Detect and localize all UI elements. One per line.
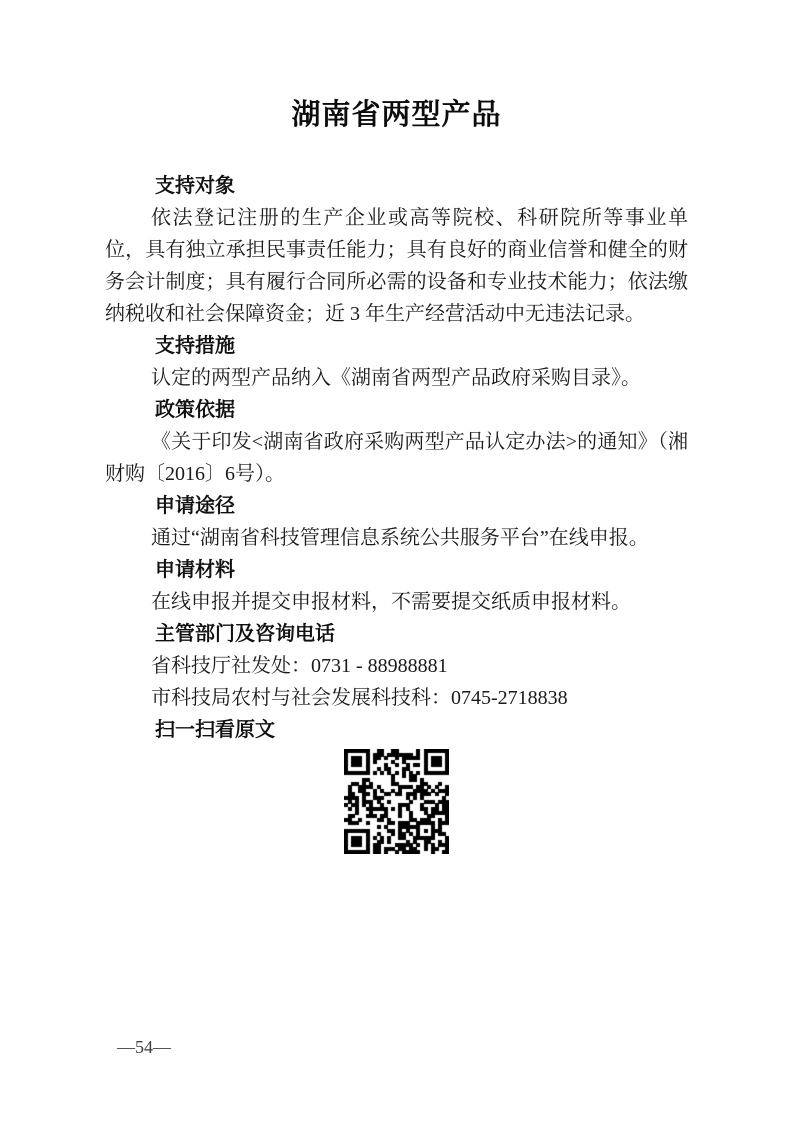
section (105, 554, 688, 618)
section (105, 394, 688, 490)
page-title: 湖南省两型产品 (291, 99, 502, 131)
paragraph: 通过“湖南省科技管理信息系统公共服务平台”在线申报。 (151, 527, 649, 549)
paragraph: 依法登记注册的生产企业或高等院校、科研院所等事业单位，具有独立承担民事责任能力；具有良好的商业信誉和健全的财务会计制度；具有履行合同所必需的设备和专业技术能力；依法缴纳税收和社会保障资金；近 3 年生产经营活动中无违法记录。 (105, 207, 688, 325)
section-heading: 申请途径 (155, 495, 235, 517)
section-heading: 支持对象 (155, 175, 235, 197)
section-heading: 主管部门及咨询电话 (155, 623, 335, 645)
section-heading: 支持措施 (155, 335, 235, 357)
qr-code-container (0, 749, 793, 859)
page-number: —54— (117, 1037, 171, 1057)
paragraph: 《关于印发<湖南省政府采购两型产品认定办法>的通知》（湘财购〔2016〕6号）。 (105, 431, 688, 485)
document-body (105, 170, 688, 746)
section-heading: 扫一扫看原文 (155, 719, 275, 741)
paragraph: 省科技厅社发处：0731 - 88988881 (151, 655, 448, 677)
paragraph: 认定的两型产品纳入《湖南省两型产品政府采购目录》。 (151, 367, 641, 389)
section (105, 618, 688, 714)
section (105, 490, 688, 554)
paragraph: 市科技局农村与社会发展科技科：0745-2718838 (151, 687, 568, 709)
section (105, 330, 688, 394)
section (105, 714, 688, 746)
section-heading: 申请材料 (155, 559, 235, 581)
qr-code-icon (344, 749, 449, 854)
section (105, 170, 688, 330)
section-heading: 政策依据 (155, 399, 235, 421)
paragraph: 在线申报并提交申报材料，不需要提交纸质申报材料。 (151, 591, 631, 613)
